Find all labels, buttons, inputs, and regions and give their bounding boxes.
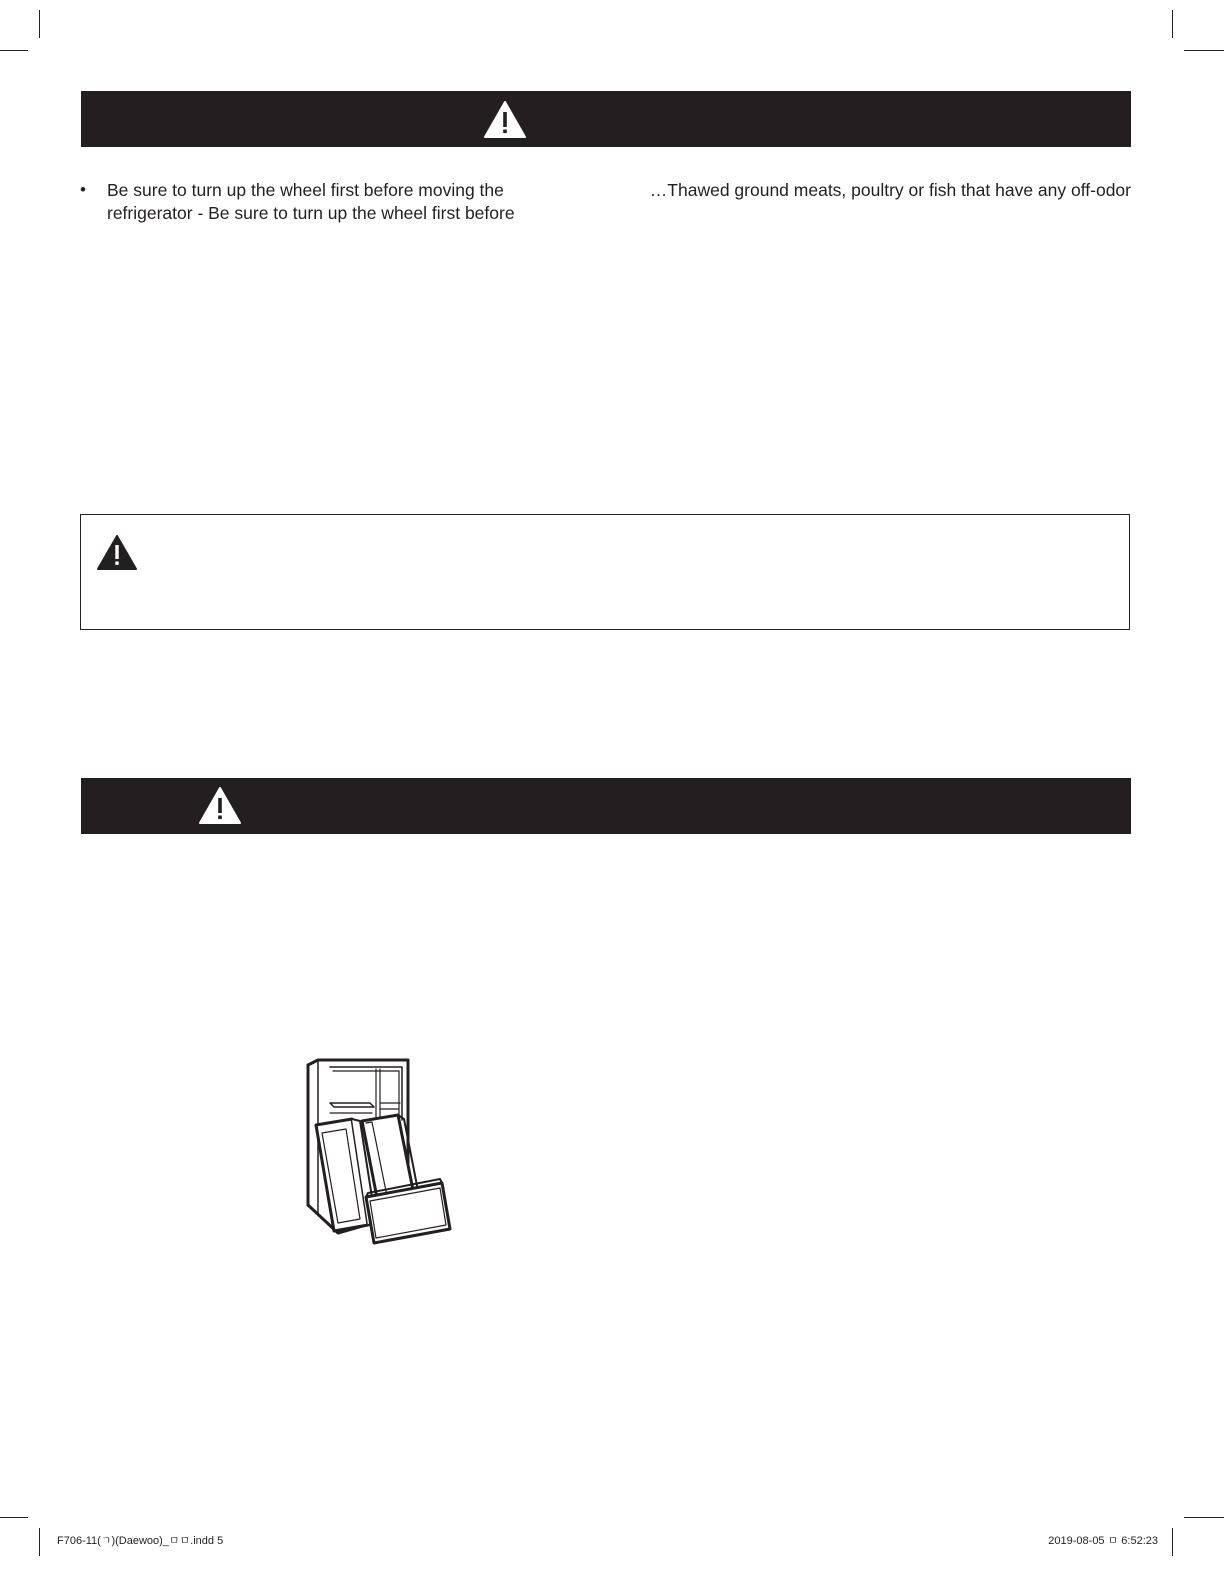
crop-mark-top-right-vertical — [1172, 10, 1173, 38]
bullet-marker: • — [80, 180, 86, 199]
instruction-line-2: refrigerator - Be sure to turn up the wheel first before — [107, 203, 515, 223]
crop-mark-bottom-left-vertical — [39, 1528, 40, 1556]
instruction-line-1: Be sure to turn up the wheel first before moving the — [107, 180, 504, 200]
warning-banner-bottom — [81, 778, 1131, 834]
warning-triangle-icon — [198, 786, 242, 826]
warning-triangle-icon — [483, 100, 527, 140]
file-slug-right: 2019-08-05 ㅁ 6:52:23 — [1048, 1535, 1158, 1547]
warning-triangle-icon — [96, 534, 138, 572]
crop-mark-top-right-horizontal — [1184, 50, 1224, 51]
crop-mark-top-left-vertical — [39, 10, 40, 38]
warning-banner-top — [81, 91, 1131, 147]
crop-mark-bottom-right-horizontal — [1184, 1517, 1224, 1518]
crop-mark-bottom-right-vertical — [1172, 1528, 1173, 1556]
crop-mark-bottom-left-horizontal — [0, 1517, 28, 1518]
refrigerator-doors-open-illustration — [300, 1055, 460, 1250]
caution-box — [80, 514, 1130, 630]
file-slug-left: F706-11(ㄱ)(Daewoo)_ㅁㅁ.indd 5 — [57, 1535, 224, 1547]
food-safety-line-1: …Thawed ground meats, poultry or fish that have any off-odor — [649, 180, 1131, 200]
crop-mark-top-left-horizontal — [0, 50, 28, 51]
